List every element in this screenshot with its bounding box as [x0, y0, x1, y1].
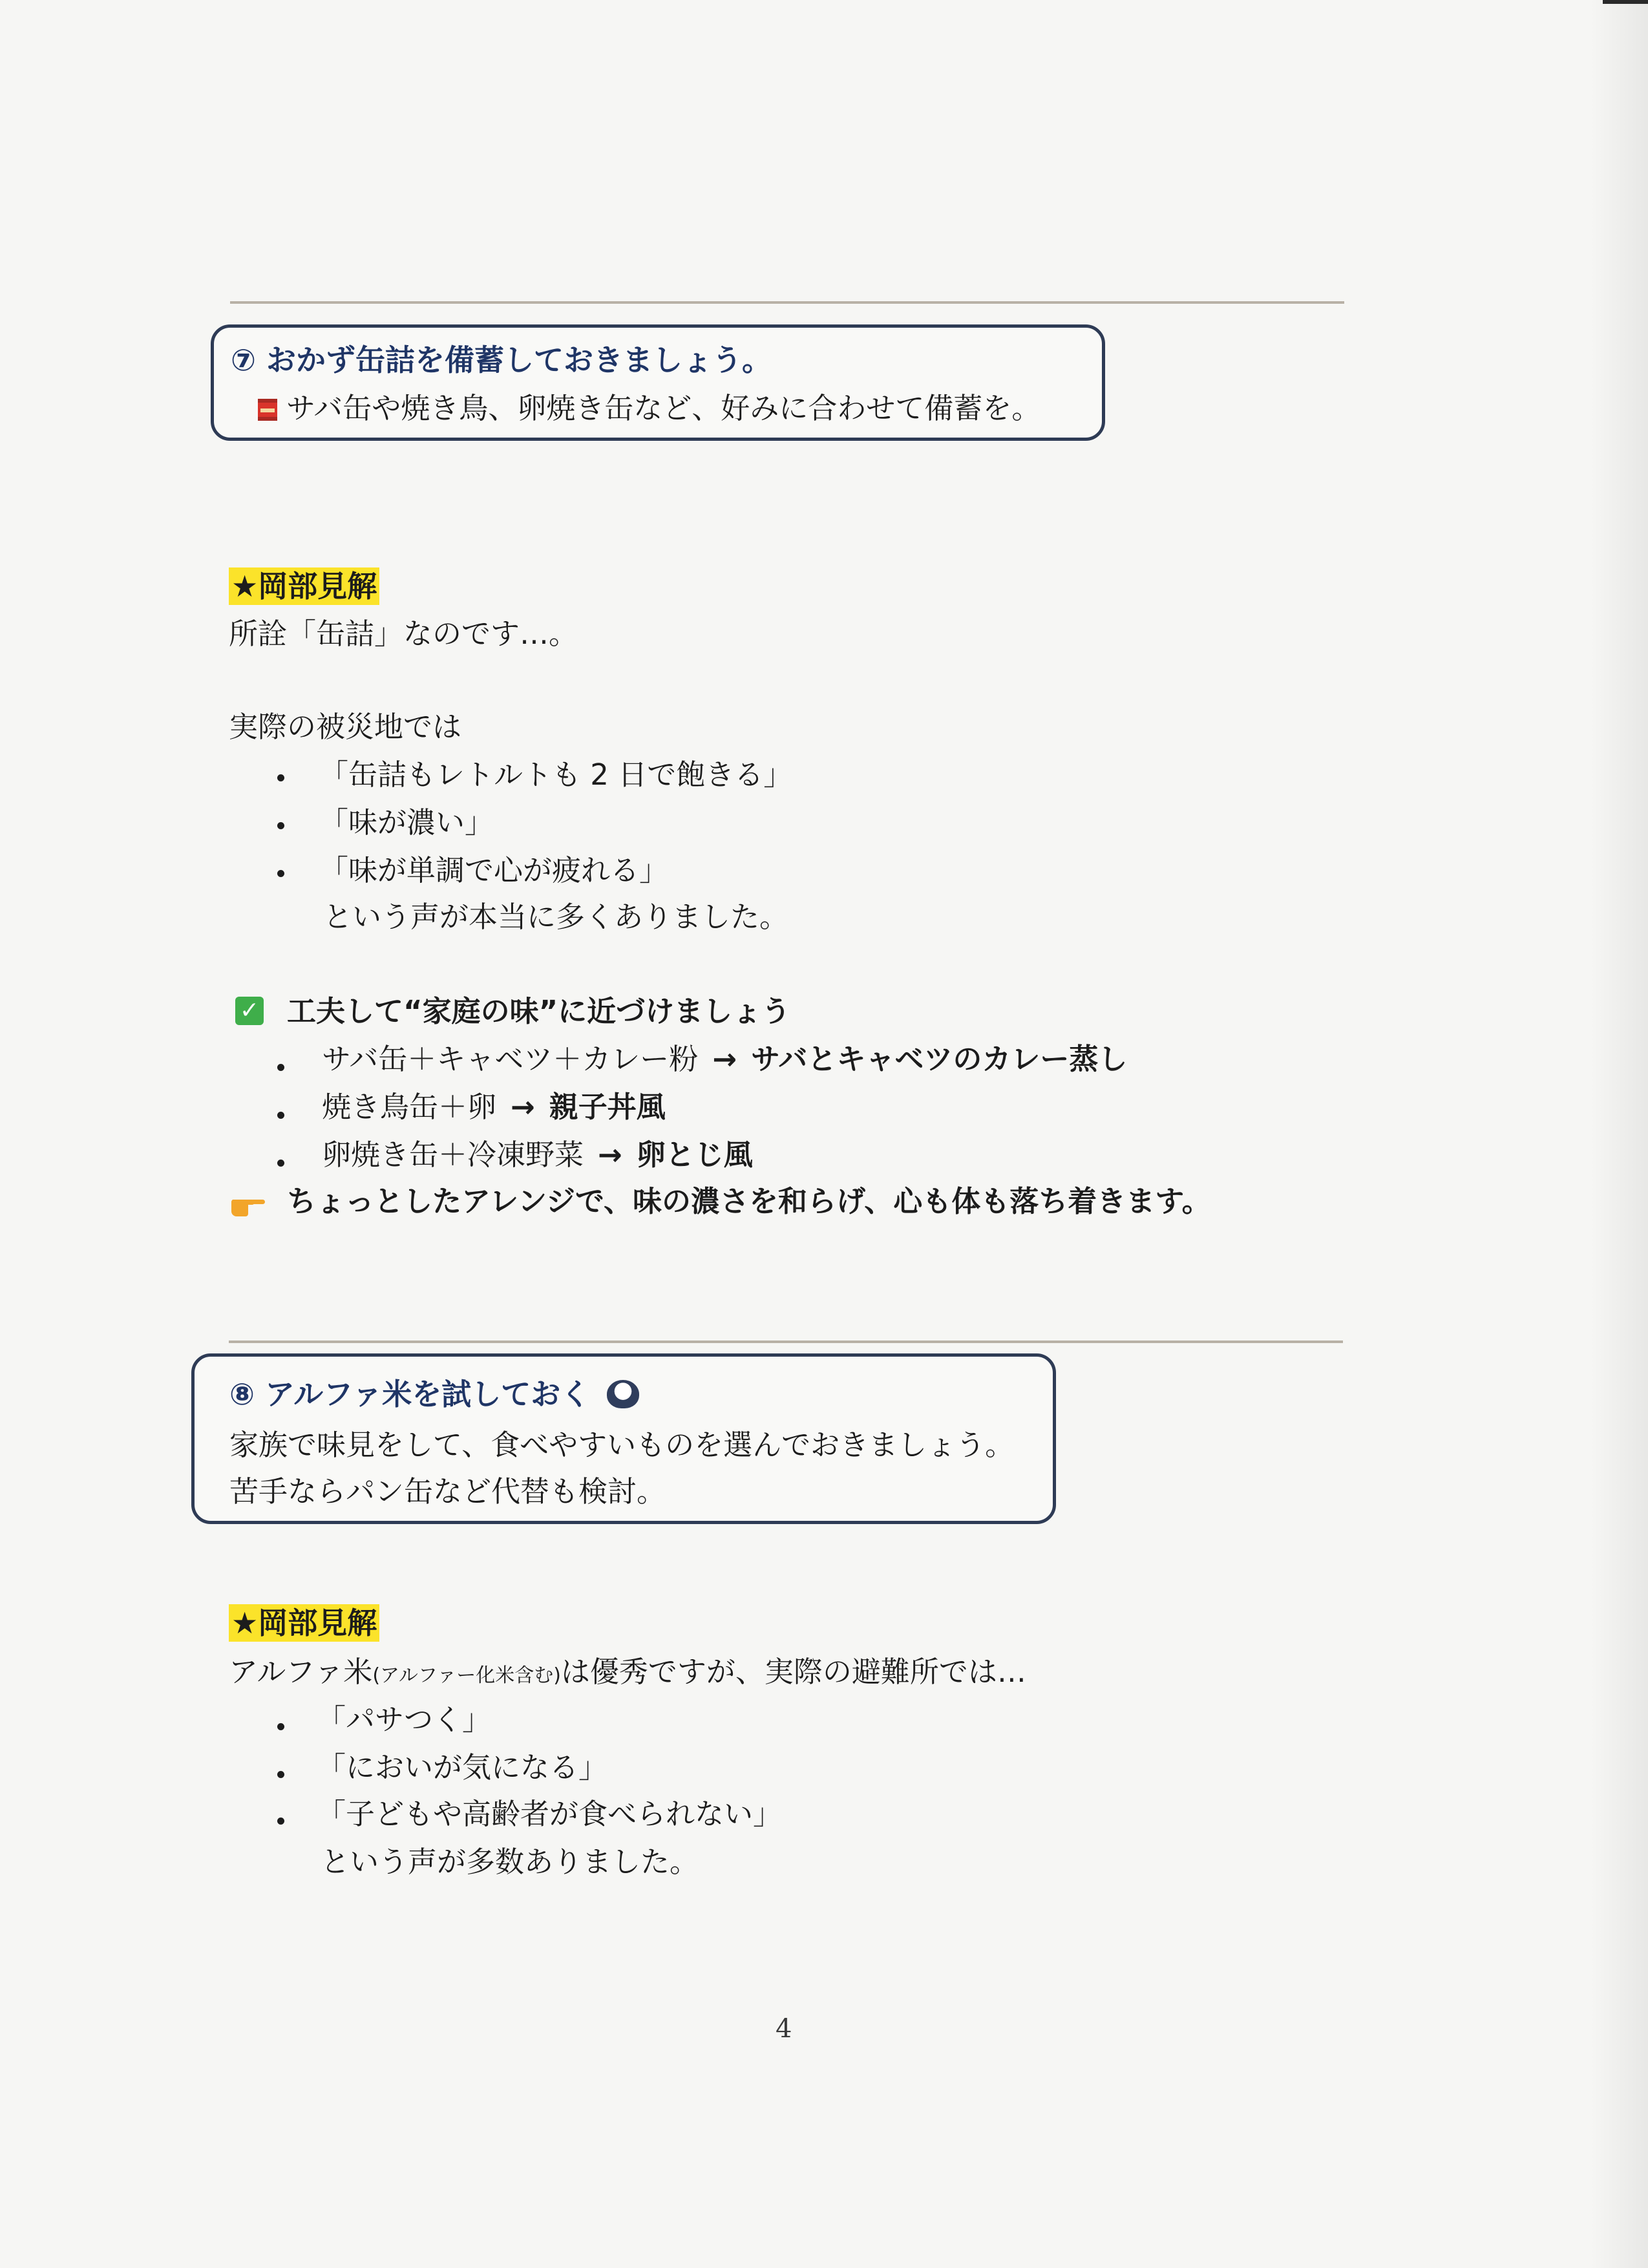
- section-8-title-text: ⑧ アルファ米を試しておく: [229, 1377, 591, 1412]
- section-divider: [230, 301, 1344, 304]
- tip-ingredients: 焼き鳥缶＋卵: [322, 1090, 497, 1124]
- check-mark-icon: ✓: [235, 997, 264, 1025]
- tip-heading: 工夫して“家庭の味”に近づけましょう: [287, 994, 791, 1028]
- canned-food-icon: [258, 399, 277, 421]
- bullet-dot: [277, 822, 284, 829]
- bullet-dot: [277, 1818, 284, 1825]
- bullet-dot: [277, 1160, 284, 1167]
- rice-bowl-icon: [607, 1380, 639, 1408]
- opinion-lead: [229, 1653, 1026, 1695]
- opinion-bullet: 「においが気になる」: [317, 1750, 608, 1785]
- opinion-bullet: 「缶詰もレトルトも 2 日で飽きる」: [319, 758, 793, 792]
- opinion-closing: という声が多数ありました。: [321, 1845, 699, 1879]
- tip-note: ちょっとしたアレンジで、味の濃さを和らげ、心も体も落ち着きます。: [287, 1184, 1211, 1218]
- bullet-dot: [277, 1112, 284, 1119]
- section-8-line: 苦手ならパン缶など代替も検討。: [229, 1474, 666, 1509]
- pointing-hand-icon: [231, 1191, 266, 1216]
- scan-edge-shadow: [1590, 0, 1648, 2268]
- lead-rest: は優秀ですが、実際の避難所では…: [560, 1655, 1026, 1689]
- lead-main: アルファ米: [229, 1655, 373, 1689]
- tip-result: 親子丼風: [549, 1090, 666, 1124]
- opinion-lead: 所詮「缶詰」なのです…。: [229, 617, 578, 651]
- opinion-intro: 実際の被災地では: [229, 710, 462, 744]
- lead-note: (アルファー化米含む): [372, 1664, 561, 1687]
- opinion-bullet: 「味が濃い」: [319, 805, 494, 840]
- tip-item: [322, 1041, 1127, 1078]
- opinion-bullet: 「子どもや高齢者が食べられない」: [317, 1797, 783, 1831]
- opinion-badge: ★岡部見解: [229, 1604, 379, 1642]
- bullet-dot: [277, 1064, 284, 1071]
- arrow-icon: →: [598, 1138, 622, 1172]
- tip-ingredients: 卵焼き缶＋冷凍野菜: [322, 1138, 584, 1172]
- bullet-dot: [277, 774, 284, 781]
- bullet-dot: [277, 1771, 284, 1778]
- opinion-bullet: 「味が単調で心が疲れる」: [319, 853, 669, 887]
- tip-item: [322, 1136, 753, 1174]
- tip-item: [322, 1088, 666, 1126]
- page-number: 4: [776, 2014, 792, 2044]
- section-8-line: 家族で味見をして、食べやすいものを選んでおきましょう。: [229, 1428, 1015, 1462]
- section-7-line: [258, 385, 1041, 427]
- section-divider: [229, 1341, 1343, 1343]
- opinion-closing: という声が本当に多くありました。: [323, 900, 789, 934]
- arrow-icon: →: [712, 1042, 737, 1076]
- opinion-badge: ★岡部見解: [229, 567, 379, 605]
- section-7-text: サバ缶や焼き鳥、卵焼き缶など、好みに合わせて備蓄を。: [286, 391, 1041, 425]
- arrow-icon: →: [511, 1090, 535, 1124]
- bullet-dot: [277, 1723, 284, 1730]
- opinion-bullet: 「パサつく」: [317, 1702, 492, 1737]
- section-8-card: [191, 1353, 1056, 1524]
- scan-corner-mark: [1603, 0, 1648, 4]
- section-8-title: [229, 1371, 639, 1414]
- tip-ingredients: サバ缶＋キャベツ＋カレー粉: [322, 1042, 699, 1076]
- section-7-card: [211, 324, 1105, 441]
- tip-result: サバとキャベツのカレー蒸し: [751, 1042, 1128, 1076]
- tip-result: 卵とじ風: [636, 1138, 753, 1172]
- bullet-dot: [277, 870, 284, 877]
- section-7-title: ⑦ おかず缶詰を備蓄しておきましょう。: [231, 343, 772, 377]
